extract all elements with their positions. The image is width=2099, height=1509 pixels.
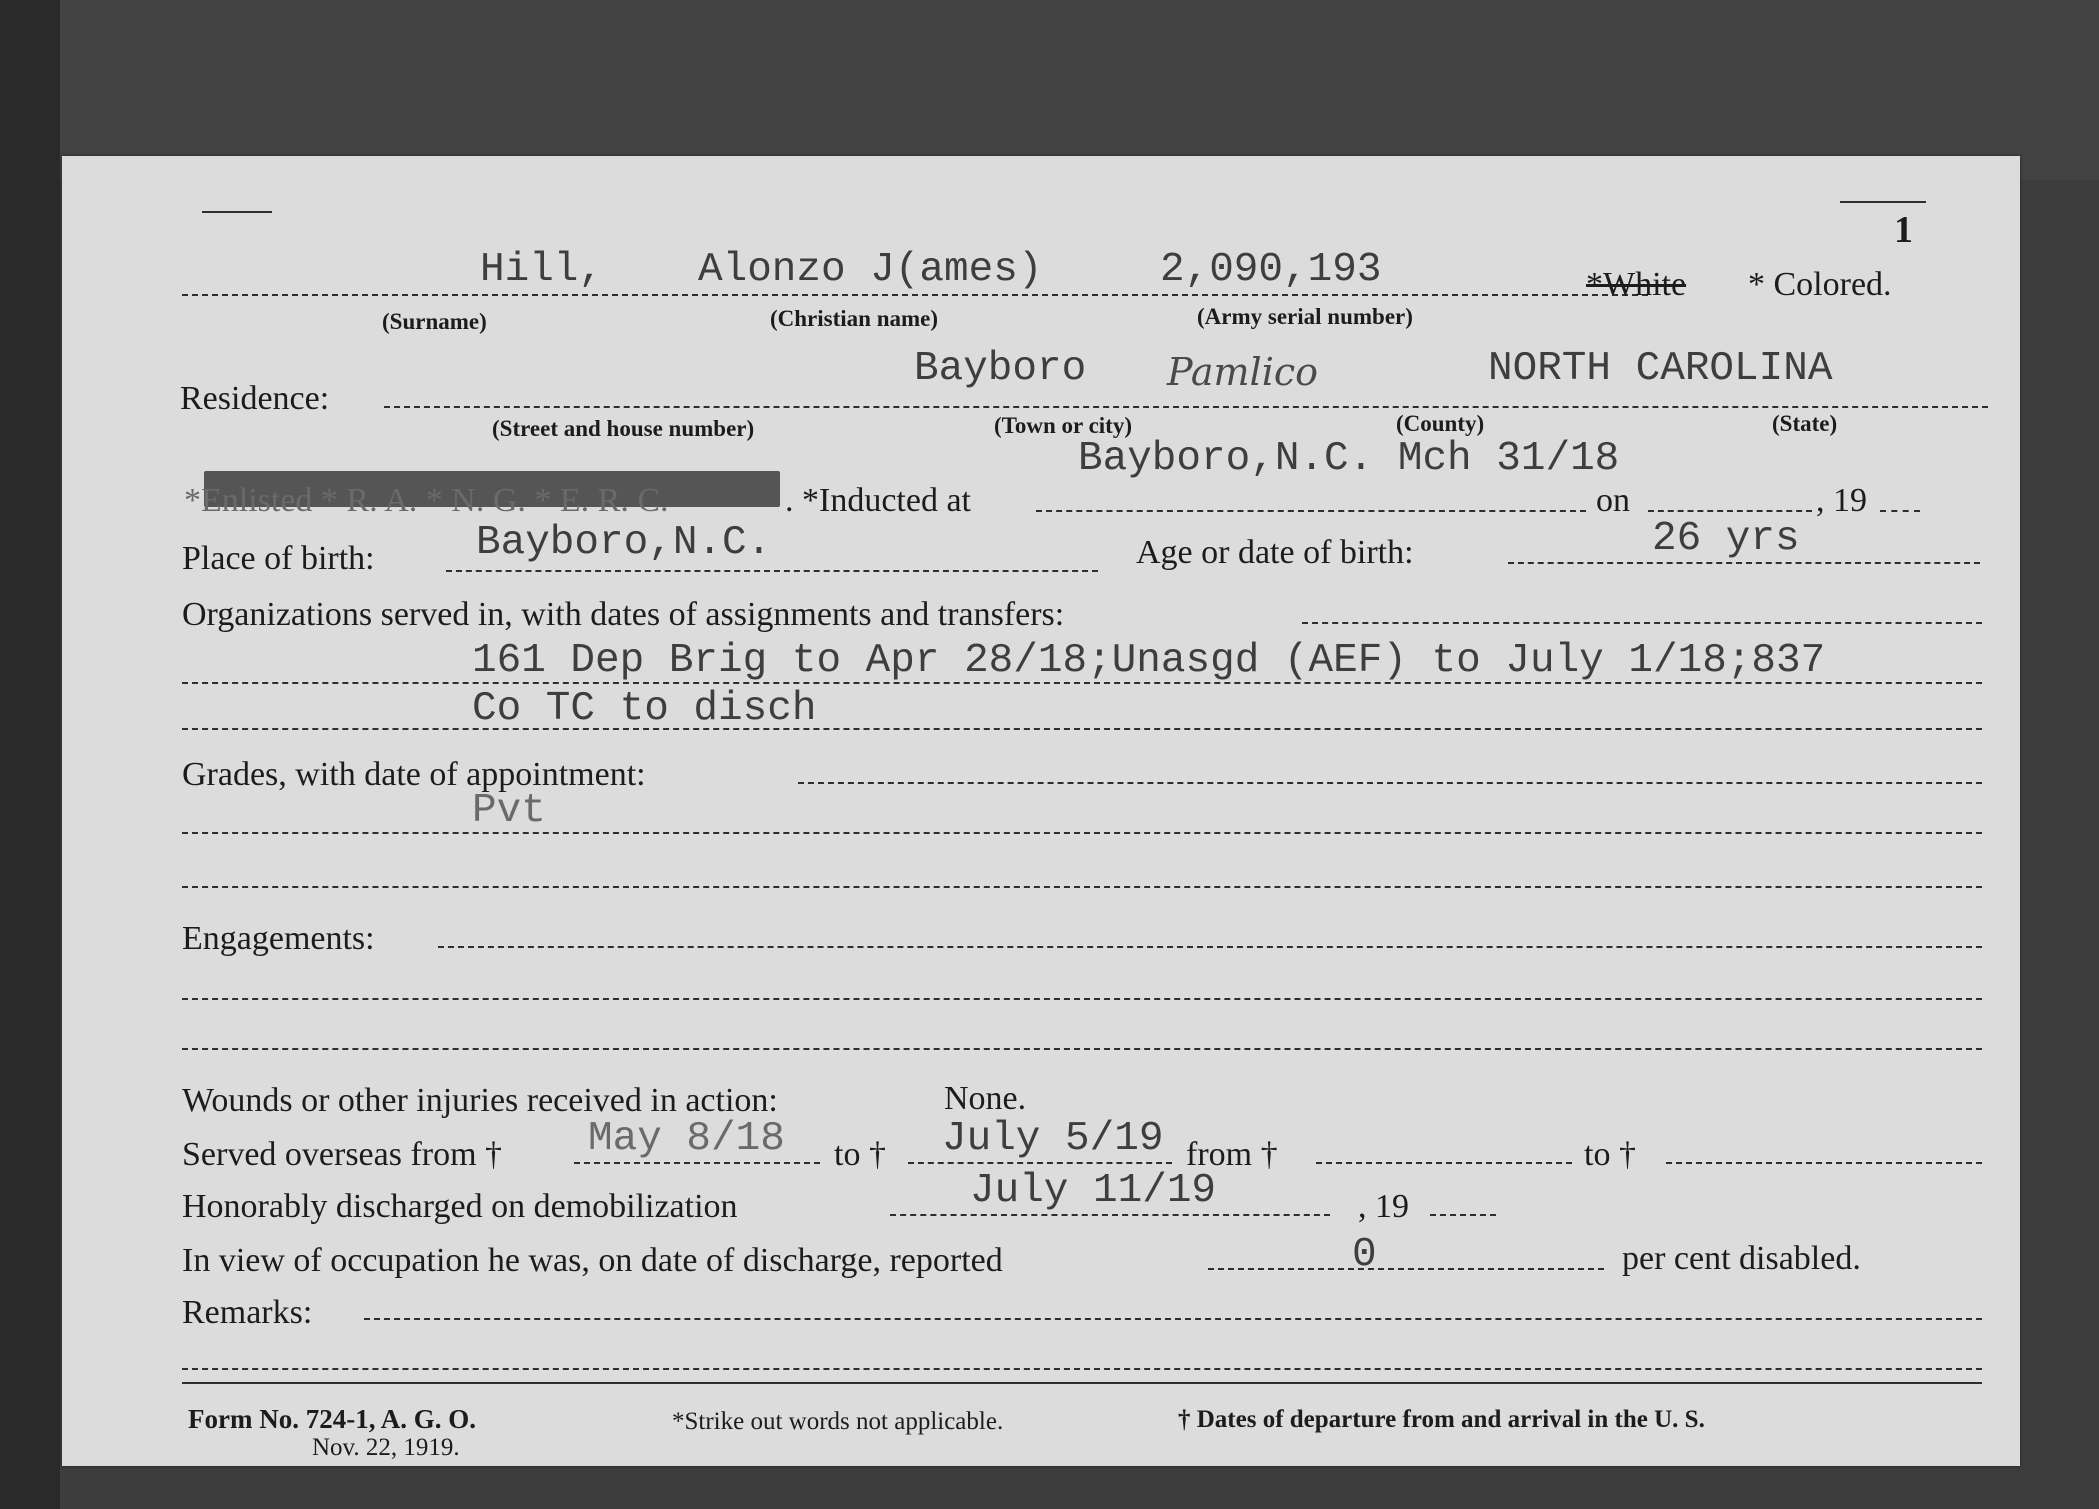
dates-note: † Dates of departure from and arrival in the U. S.	[1178, 1406, 1705, 1433]
discharge-value: July 11/19	[970, 1168, 1217, 1214]
enlisted-label: *Enlisted * R. A. * N. G. * E. R. C.	[184, 482, 669, 519]
grades-line-1	[182, 832, 1982, 834]
place-of-birth-label: Place of birth:	[182, 540, 375, 577]
overseas-from-line	[574, 1162, 820, 1164]
place-of-birth-value: Bayboro,N.C.	[476, 520, 772, 566]
christian-name-value: Alonzo J(ames)	[698, 247, 1043, 293]
engagements-line-0	[438, 946, 1982, 948]
organizations-label: Organizations served in, with dates of assignments and transfers:	[182, 596, 1065, 633]
overseas-to-line	[908, 1162, 1172, 1164]
year-line	[1880, 510, 1920, 512]
strike-out-note: *Strike out words not applicable.	[672, 1408, 1004, 1435]
top-right-rule	[1840, 201, 1926, 203]
state-caption: (State)	[1772, 411, 1838, 436]
disability-label: In view of occupation he was, on date of discharge, reported	[182, 1242, 1003, 1279]
place-of-birth-line	[446, 570, 1098, 572]
overseas-to2-line	[1666, 1162, 1982, 1164]
overseas-from-value: May 8/18	[588, 1116, 785, 1162]
age-value: 26 yrs	[1652, 516, 1800, 562]
engagements-line-2	[182, 1048, 1982, 1050]
scan-background-left	[0, 0, 60, 1509]
age-label: Age or date of birth:	[1136, 534, 1414, 571]
remarks-line-1	[182, 1368, 1982, 1370]
grades-value: Pvt	[472, 788, 546, 834]
service-record-card	[62, 156, 2020, 1466]
serial-number-caption: (Army serial number)	[1197, 304, 1413, 329]
discharge-line	[890, 1214, 1330, 1216]
overseas-to2-label: to †	[1584, 1136, 1636, 1173]
street-caption: (Street and house number)	[492, 416, 755, 441]
town-caption: (Town or city)	[994, 413, 1132, 438]
organizations-line-2	[182, 728, 1982, 730]
county-caption: (County)	[1396, 411, 1485, 436]
discharge-year-label: , 19	[1358, 1188, 1409, 1225]
age-line	[1508, 562, 1980, 564]
race-colored-label: * Colored.	[1748, 266, 1892, 303]
on-label: on	[1596, 482, 1630, 519]
remarks-label: Remarks:	[182, 1294, 313, 1331]
engagements-line-1	[182, 998, 1982, 1000]
overseas-from2-line	[1316, 1162, 1572, 1164]
organizations-line-0	[1302, 622, 1982, 624]
engagements-label: Engagements:	[182, 920, 375, 957]
card-number: 1	[1894, 209, 1913, 251]
organizations-line2-value: Co TC to disch	[472, 686, 817, 732]
discharge-label: Honorably discharged on demobilization	[182, 1188, 738, 1225]
grades-label: Grades, with date of appointment:	[182, 756, 646, 793]
race-white-label: *White	[1586, 266, 1687, 303]
grades-line-2	[182, 886, 1982, 888]
overseas-to-value: July 5/19	[942, 1116, 1164, 1162]
overseas-from-label: Served overseas from †	[182, 1136, 503, 1173]
residence-label: Residence:	[180, 380, 330, 417]
surname-caption: (Surname)	[382, 309, 487, 334]
grades-line-0	[798, 782, 1982, 784]
header-line	[182, 294, 1648, 296]
surname-value: Hill,	[480, 247, 604, 293]
residence-county-value: Pamlico	[1167, 350, 1319, 394]
form-number: Form No. 724-1, A. G. O.	[188, 1404, 476, 1434]
remarks-line-0	[364, 1318, 1982, 1320]
footer-rule	[182, 1382, 1982, 1384]
residence-town-value: Bayboro	[914, 346, 1087, 392]
inducted-label: . *Inducted at	[785, 482, 971, 519]
disability-value: 0	[1352, 1232, 1377, 1278]
disability-suffix: per cent disabled.	[1622, 1240, 1861, 1277]
top-left-rule	[202, 211, 272, 213]
on-line	[1648, 510, 1812, 512]
year-label: , 19	[1816, 482, 1867, 519]
wounds-value: None.	[944, 1080, 1027, 1117]
overseas-from2-label: from †	[1186, 1136, 1278, 1173]
christian-name-caption: (Christian name)	[770, 306, 939, 331]
serial-number-value: 2,090,193	[1160, 247, 1382, 293]
residence-line	[384, 406, 1988, 408]
organizations-line-1	[182, 682, 1982, 684]
scan-background-top	[0, 0, 2099, 180]
form-date: Nov. 22, 1919.	[312, 1434, 460, 1461]
organizations-line1-value: 161 Dep Brig to Apr 28/18;Unasgd (AEF) to July 1/18;837	[472, 638, 1826, 684]
disability-line	[1208, 1268, 1604, 1270]
overseas-to-label: to †	[834, 1136, 886, 1173]
inducted-at-value: Bayboro,N.C. Mch 31/18	[1078, 436, 1620, 482]
inducted-line	[1036, 510, 1586, 512]
discharge-year-line	[1430, 1214, 1496, 1216]
residence-state-value: NORTH CAROLINA	[1488, 346, 1833, 392]
wounds-label: Wounds or other injuries received in action:	[182, 1082, 778, 1119]
